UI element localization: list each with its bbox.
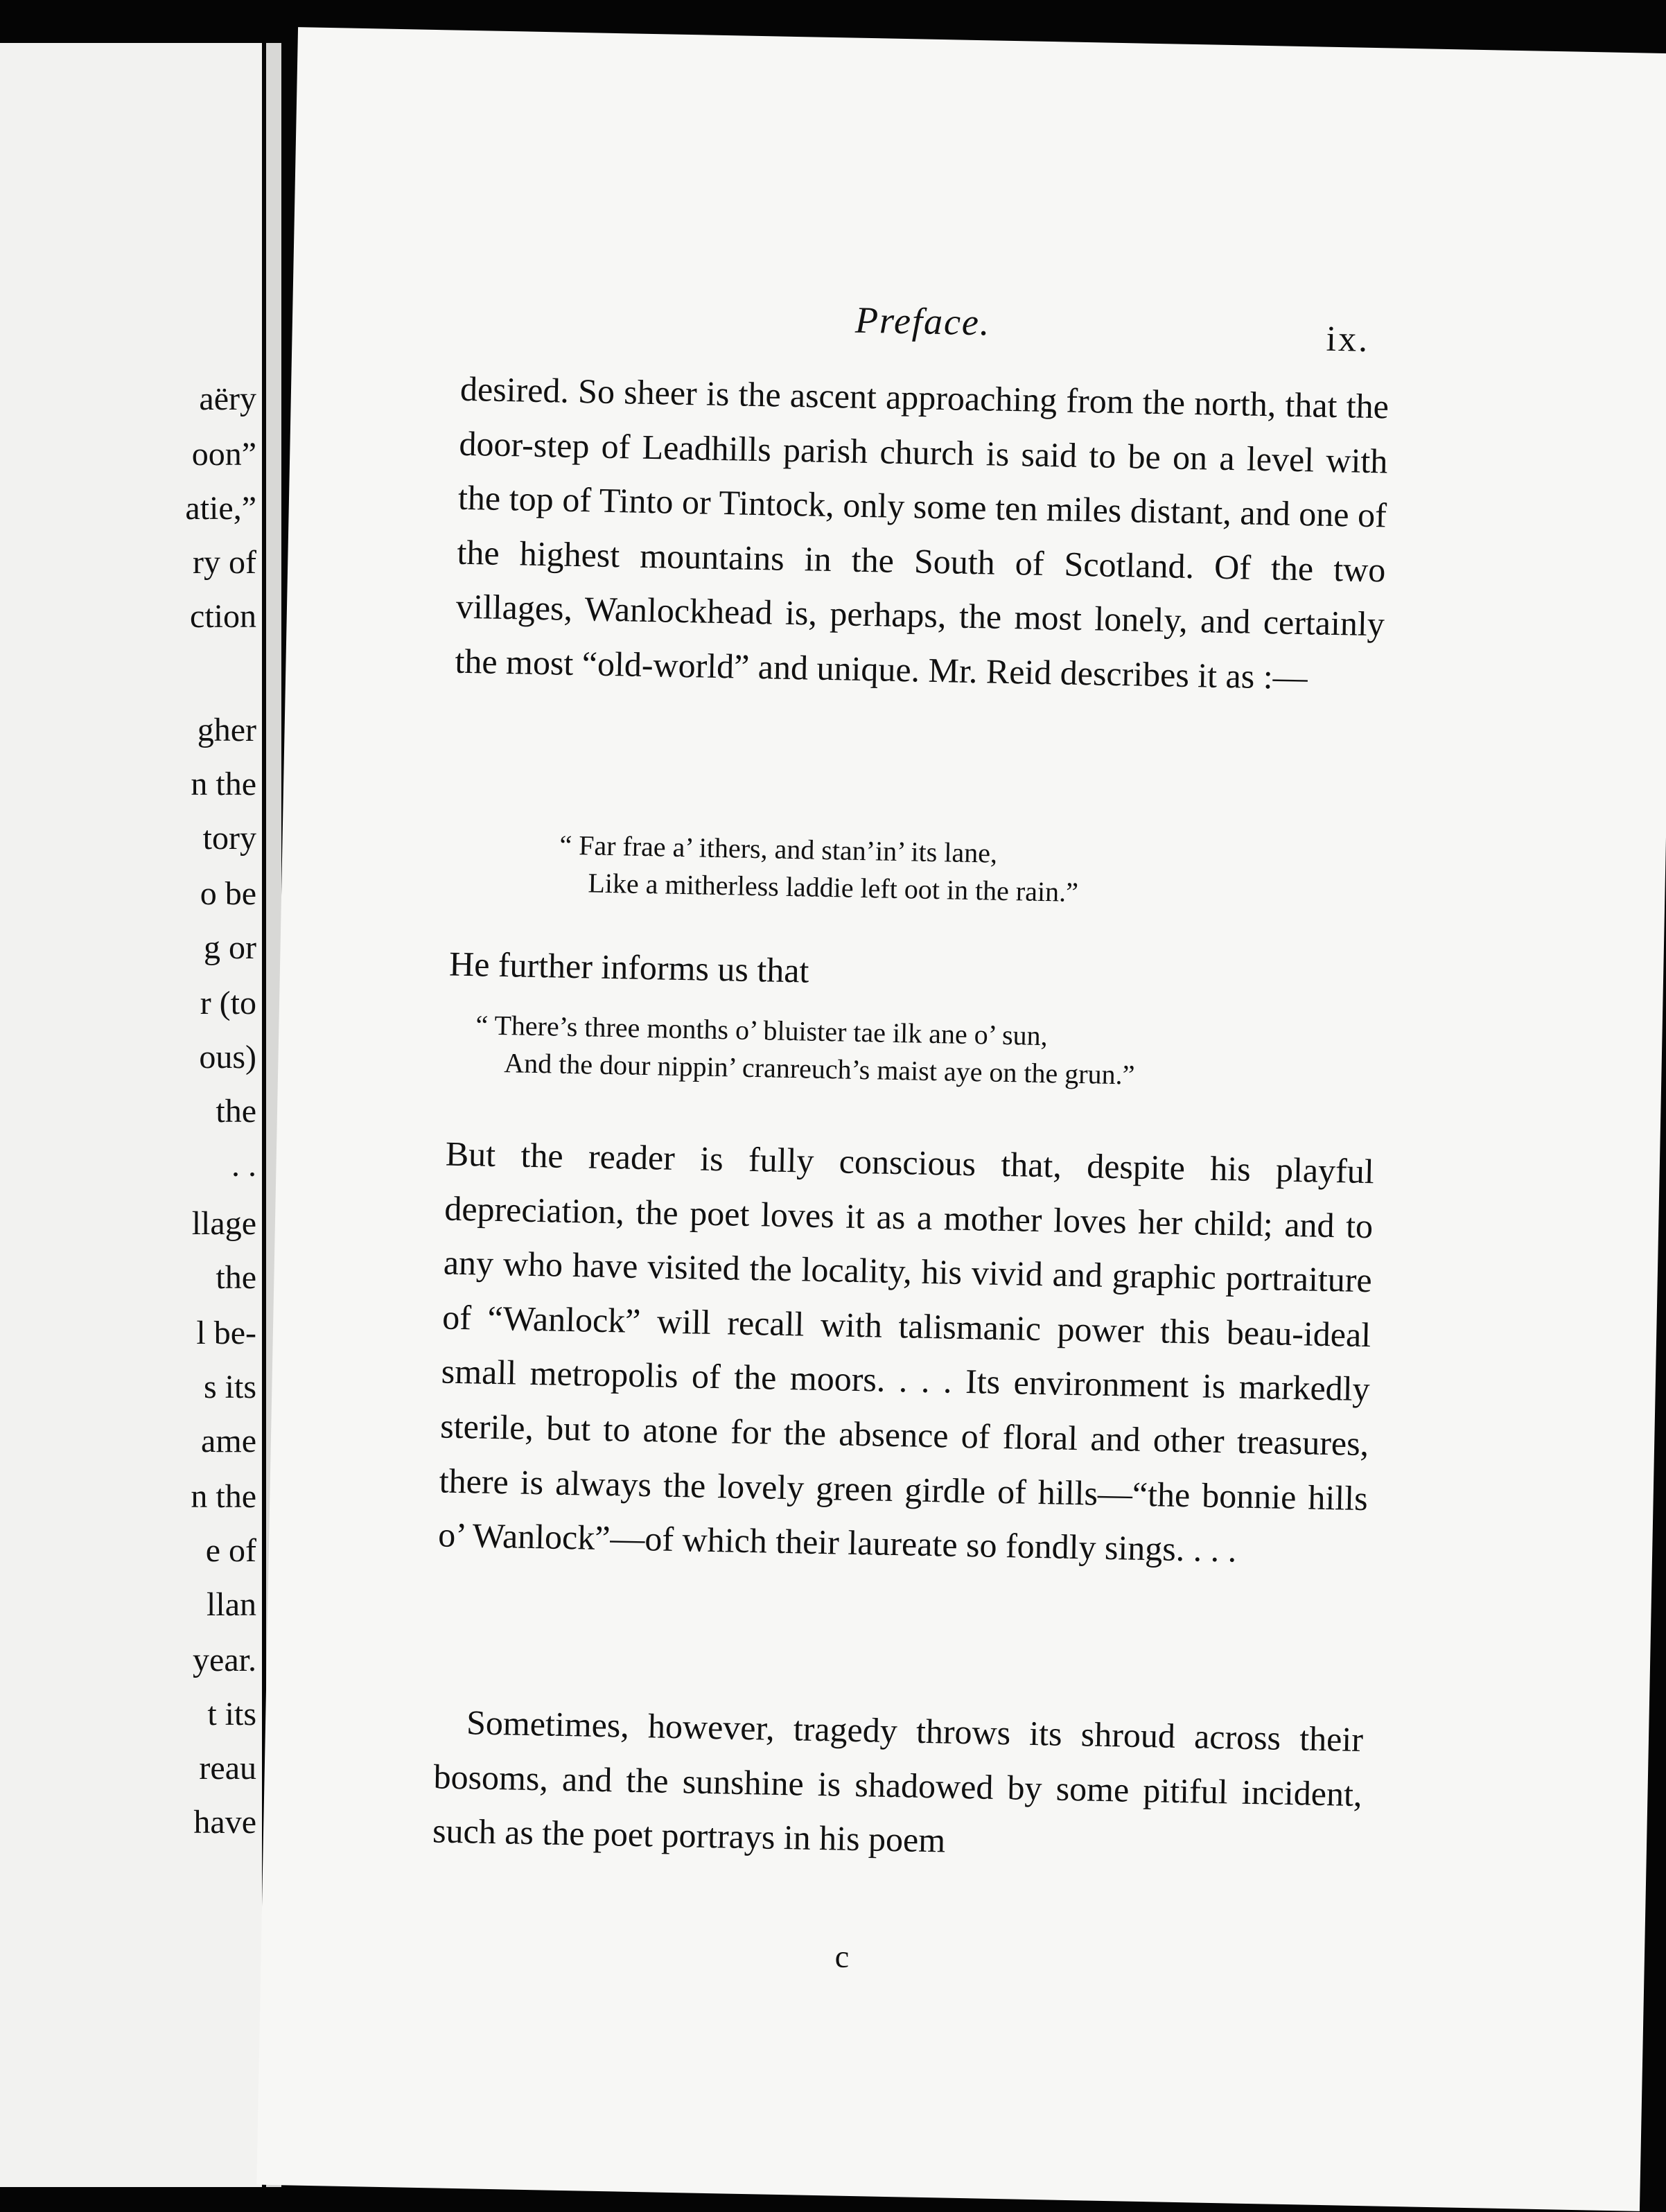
left-page-line: ction [190, 598, 256, 635]
left-page-line: oon” [191, 436, 256, 473]
left-page-line: tory [202, 820, 256, 857]
left-page-line: the [216, 1093, 256, 1130]
left-page-line: year. [193, 1642, 256, 1678]
verse-quote-2 [475, 1006, 1136, 1094]
left-page-line: s its [203, 1369, 256, 1405]
lead-in-line: He further informs us that [448, 944, 809, 990]
left-page-line: e of [205, 1532, 256, 1569]
left-page-line: r (to [200, 985, 256, 1021]
paragraph-2 [438, 1127, 1375, 1580]
paragraph-3 [432, 1694, 1363, 1875]
left-page-line: o be [200, 875, 256, 912]
paragraph-2-text: But the reader is fully conscious that, despite his playful depreciation, the poet loves it as a mother loves her child; and to any who have visited the locality, his vivid and graphic portraiture of “Wanlock” will recall with talismanic power this beau-ideal small metropolis of the moors. . . . Its environment is markedly sterile, but to atone for the absence of floral and other treasures, there is always the lovely green girdle of hills—“the bonnie hills o’ Wanlock”—of which their laureate so fondly sings. . . . [437, 1134, 1375, 1570]
left-page-line: the [216, 1259, 256, 1296]
left-page-line: ame [201, 1423, 256, 1459]
left-page-fragment [0, 43, 262, 2187]
left-page-line: have [193, 1804, 256, 1841]
left-page-text-column [7, 0, 256, 2144]
left-page-line: aëry [199, 380, 256, 417]
left-page-line: atie,” [185, 490, 256, 527]
left-page-line: . . [231, 1147, 256, 1184]
left-page-line: n the [191, 1478, 256, 1515]
left-page-line: g or [204, 929, 256, 966]
page-number: ix. [1326, 319, 1370, 360]
left-page-line: ous) [199, 1039, 256, 1076]
verse-2-line-1: “ There’s three months o’ bluister tae ilk ane o’ sun, [475, 1009, 1049, 1052]
left-page-line: gher [197, 712, 256, 748]
paragraph-3-text: Sometimes, however, tragedy throws its shroud across their bosoms, and the sunshine is shadowed by some pitiful incident, such as the poet portrays in his poem [432, 1703, 1364, 1860]
verse-1-line-2: Like a mitherless laddie left oot in the rain.” [588, 867, 1079, 908]
left-page-line: reau [199, 1750, 256, 1787]
left-page-line: llage [191, 1205, 256, 1242]
left-page-line: n the [191, 766, 256, 802]
paragraph-1 [455, 362, 1389, 706]
paragraph-1-text: desired. So sheer is the ascent approaching from the north, that the door-step of Leadhills parish church is said to be on a level with the top of Tinto or Tintock, only some ten miles distant, and one of the highest mountains in the South of Scotland. Of the two villages, Wanlockhead is, perhaps, the most lonely, and certainly the most “old-world” and unique. Mr. Reid describes it as :— [455, 369, 1389, 697]
signature-mark: c [834, 1938, 851, 1974]
verse-quote-1 [559, 827, 1079, 911]
left-page-line: l be- [196, 1315, 256, 1351]
verse-2-line-2: And the dour nippin’ cranreuch’s maist aye on the grun.” [504, 1047, 1135, 1091]
left-page-line: ry of [193, 544, 256, 581]
left-page-line: llan [207, 1586, 256, 1623]
right-page [256, 27, 1666, 2211]
running-head: Preface. [854, 299, 992, 344]
verse-1-line-1: “ Far frae a’ ithers, and stan’in’ its lane, [559, 829, 998, 869]
left-page-line: t its [207, 1696, 256, 1732]
